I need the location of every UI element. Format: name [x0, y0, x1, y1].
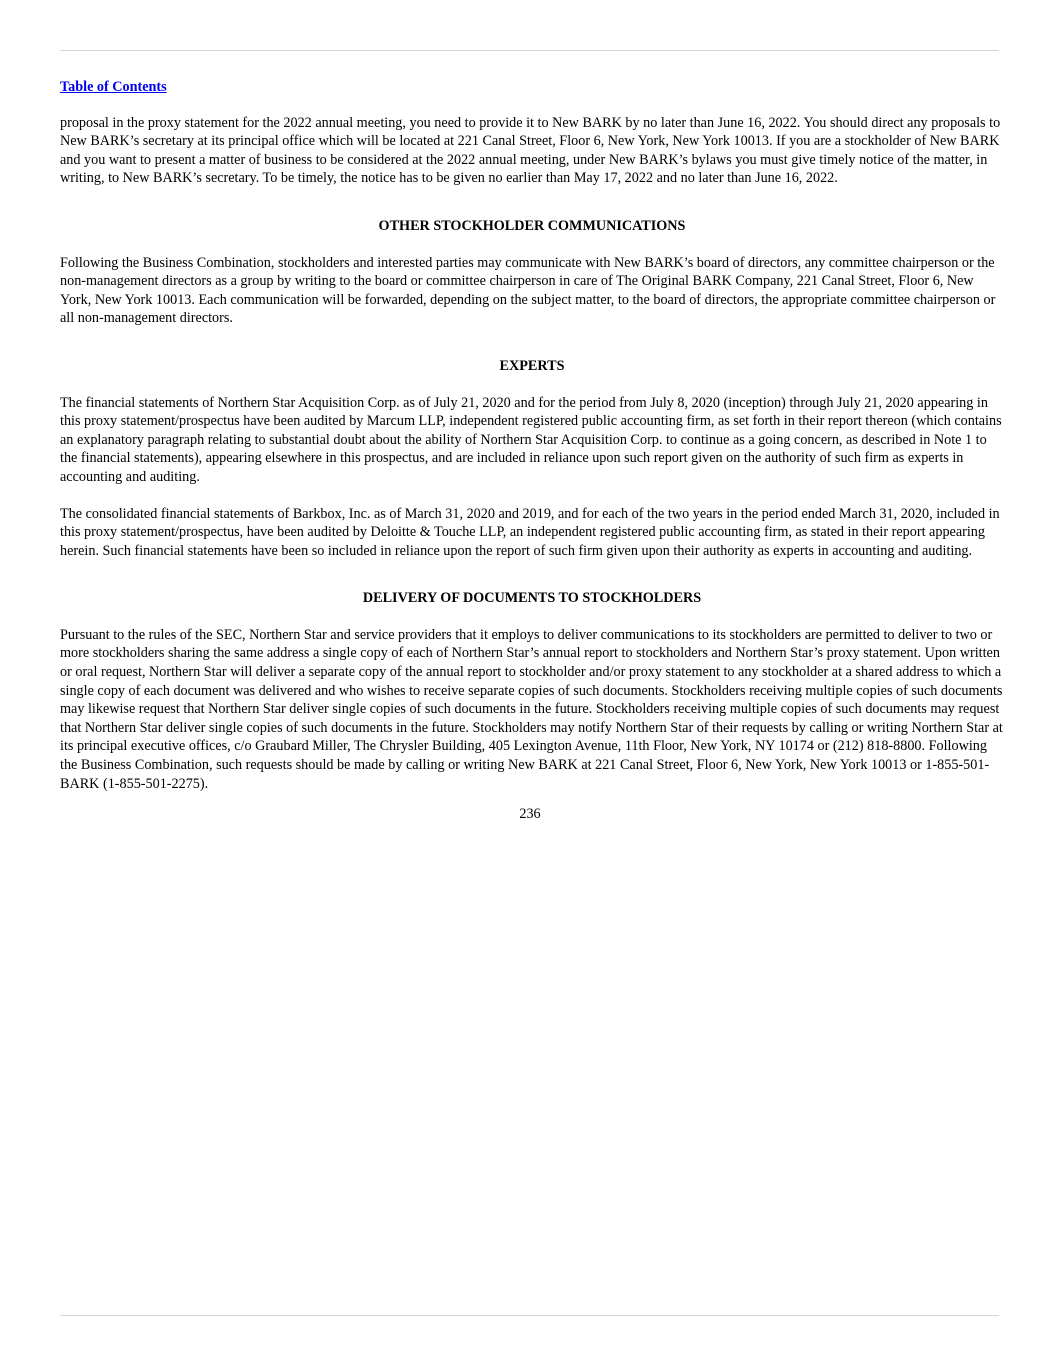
- paragraph-experts-barkbox: The consolidated financial statements of Barkbox, Inc. as of March 31, 2020 and 2019, and for each of the two years in the period ended March 31, 2020, included in this proxy statement/prospectus, have been audited by Deloitte & Touche LLP, an independent registered public accounting firm, as stated in their report appearing herein. Such financial statements have been so included in reliance upon the report of such firm given upon their authority as experts in accounting and auditing.: [60, 505, 1000, 559]
- section-heading-other-stockholder-communications: OTHER STOCKHOLDER COMMUNICATIONS: [378, 217, 686, 234]
- paragraph-experts-northern-star: The financial statements of Northern Star Acquisition Corp. as of July 21, 2020 and for the period from July 8, 2020 (inception) through July 21, 2020 appearing in this proxy statement/prospectus have been audited by Marcum LLP, independent registered public accounting firm, as set forth in their report thereon (which contains an explanatory paragraph relating to substantial doubt about the ability of Northern Star Acquisition Corp. to continue as a going concern, as described in Note 1 to the financial statements), appearing elsewhere in this prospectus, and are included in reliance upon such report given on the authority of such firm as experts in accounting and auditing.: [60, 394, 1002, 485]
- table-of-contents-link[interactable]: Table of Contents: [60, 79, 167, 95]
- intro-paragraph: proposal in the proxy statement for the 2022 annual meeting, you need to provide it to New BARK by no later than June 16, 2022. You should direct any proposals to New BARK’s secretary at its principal office which will be located at 221 Canal Street, Floor 6, New York, New York 10013. If you are a stockholder of New BARK and you want to present a matter of business to be considered at the 2022 annual meeting, under New BARK’s bylaws you must give timely notice of the matter, in writing, to New BARK’s secretary. To be timely, the notice has to be given no earlier than May 17, 2022 and no later than June 16, 2022.: [60, 114, 1001, 187]
- document-page: [60, 78, 1004, 824]
- page-number: 236: [519, 806, 541, 823]
- top-divider: [60, 50, 999, 51]
- paragraph-delivery-of-documents: Pursuant to the rules of the SEC, Northern Star and service providers that it employs to deliver communications to its stockholders are permitted to deliver to two or more stockholders sharing the same address a single copy of each of Northern Star’s annual report to stockholders and Northern Star’s proxy statement. Upon written or oral request, Northern Star will deliver a separate copy of the annual report to stockholder and/or proxy statement to any stockholder at a shared address to which a single copy of each document was delivered and who wishes to receive separate copies of such documents. Stockholders receiving multiple copies of such documents may likewise request that Northern Star deliver single copies of such documents in the future. Stockholders receiving multiple copies of such documents may request that Northern Star deliver single copies of such documents in the future. Stockholders may notify Northern Star of their requests by calling or writing Northern Star at its principal executive offices, c/o Graubard Miller, The Chrysler Building, 405 Lexington Avenue, 11th Floor, New York, NY 10174 or (212) 818-8800. Following the Business Combination, such requests should be made by calling or writing New BARK at 221 Canal Street, Floor 6, New York, New York 10013 or 1-855-501-BARK (1-855-501-2275).: [60, 626, 1003, 792]
- paragraph-other-stockholder-communications: Following the Business Combination, stockholders and interested parties may communicate with New BARK’s board of directors, any committee chairperson or the non-management directors as a group by writing to the board or committee chairperson in care of The Original BARK Company, 221 Canal Street, Floor 6, New York, New York 10013. Each communication will be forwarded, depending on the subject matter, to the board of directors, the appropriate committee chairperson or all non-management directors.: [60, 254, 996, 327]
- section-heading-experts: EXPERTS: [499, 357, 565, 374]
- bottom-divider: [60, 1315, 999, 1316]
- section-heading-delivery-of-documents: DELIVERY OF DOCUMENTS TO STOCKHOLDERS: [362, 590, 702, 607]
